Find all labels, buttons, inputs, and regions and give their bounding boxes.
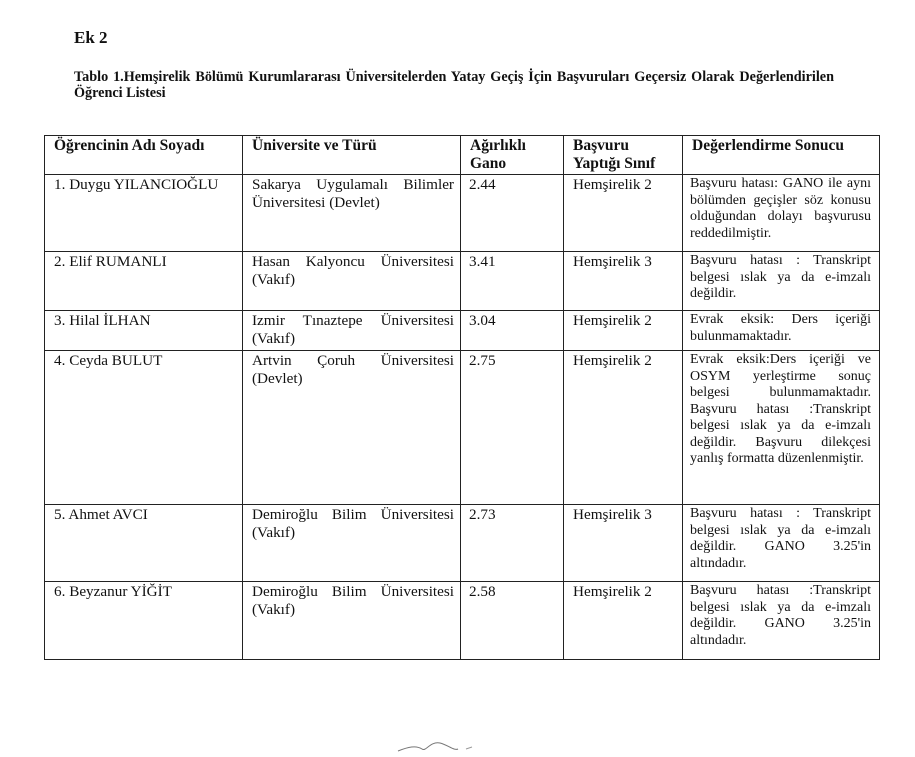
cell-result: Evrak eksik: Ders içeriği bulunmamaktadır. (683, 311, 880, 351)
cell-name: 3. Hilal İLHAN (45, 311, 243, 351)
cell-gano: 2.75 (461, 351, 564, 505)
cell-gano: 3.04 (461, 311, 564, 351)
cell-university: Demiroğlu Bilim Üniversitesi (Vakıf) (243, 582, 461, 660)
table-row (45, 505, 880, 582)
cell-result: Başvuru hatası : Transkript belgesi ıslak ya da e-imzalı değildir. (683, 252, 880, 311)
cell-name: 2. Elif RUMANLI (45, 252, 243, 311)
column-header-name: Öğrencinin Adı Soyadı (45, 136, 243, 175)
column-header-class: Başvuru Yaptığı Sınıf (564, 136, 683, 175)
cell-gano: 2.73 (461, 505, 564, 582)
cell-result: Evrak eksik:Ders içeriği ve OSYM yerleştirme sonuç belgesi bulunmamaktadır. Başvuru hatası :Transkript belgesi ıslak ya da e-imzalı değildir. Başvuru dilekçesi yanlış formatta düzenlenmiştir. (683, 351, 880, 505)
table-row (45, 175, 880, 252)
annex-label: Ek 2 (74, 28, 108, 47)
applicant-table (44, 135, 880, 660)
table-row (45, 351, 880, 505)
cell-result: Başvuru hatası: GANO ile aynı bölümden geçişler söz konusu olduğundan dolayı başvurusu reddedilmiştir. (683, 175, 880, 252)
cell-name: 1. Duygu YILANCIOĞLU (45, 175, 243, 252)
cell-gano: 3.41 (461, 252, 564, 311)
cell-class: Hemşirelik 2 (564, 311, 683, 351)
cell-name: 6. Beyzanur YİĞİT (45, 582, 243, 660)
cell-class: Hemşirelik 3 (564, 252, 683, 311)
table-header-row (45, 136, 880, 175)
cell-university: Sakarya Uygulamalı Bilimler Üniversitesi (Devlet) (243, 175, 461, 252)
cell-result: Başvuru hatası :Transkript belgesi ıslak ya da e-imzalı değildir. GANO 3.25'in altındadır. (683, 582, 880, 660)
cell-name: 5. Ahmet AVCI (45, 505, 243, 582)
column-header-gano: Ağırlıklı Gano (461, 136, 564, 175)
cell-university: Demiroğlu Bilim Üniversitesi (Vakıf) (243, 505, 461, 582)
cell-class: Hemşirelik 2 (564, 351, 683, 505)
table-caption: Tablo 1.Hemşirelik Bölümü Kurumlararası Üniversitelerden Yatay Geçiş İçin Başvuruları Geçersiz Olarak Değerlendirilen Öğrenci Listesi (74, 69, 834, 101)
signature-mark (396, 737, 486, 755)
table-row (45, 311, 880, 351)
column-header-result: Değerlendirme Sonucu (683, 136, 880, 175)
column-header-university: Üniversite ve Türü (243, 136, 461, 175)
cell-class: Hemşirelik 2 (564, 175, 683, 252)
cell-university: Artvin Çoruh Üniversitesi (Devlet) (243, 351, 461, 505)
table-row (45, 582, 880, 660)
cell-university: Izmir Tınaztepe Üniversitesi (Vakıf) (243, 311, 461, 351)
cell-university: Hasan Kalyoncu Üniversitesi (Vakıf) (243, 252, 461, 311)
cell-name: 4. Ceyda BULUT (45, 351, 243, 505)
cell-class: Hemşirelik 2 (564, 582, 683, 660)
cell-result: Başvuru hatası : Transkript belgesi ıslak ya da e-imzalı değildir. GANO 3.25'in altındadır. (683, 505, 880, 582)
table-row (45, 252, 880, 311)
cell-gano: 2.44 (461, 175, 564, 252)
cell-class: Hemşirelik 3 (564, 505, 683, 582)
cell-gano: 2.58 (461, 582, 564, 660)
